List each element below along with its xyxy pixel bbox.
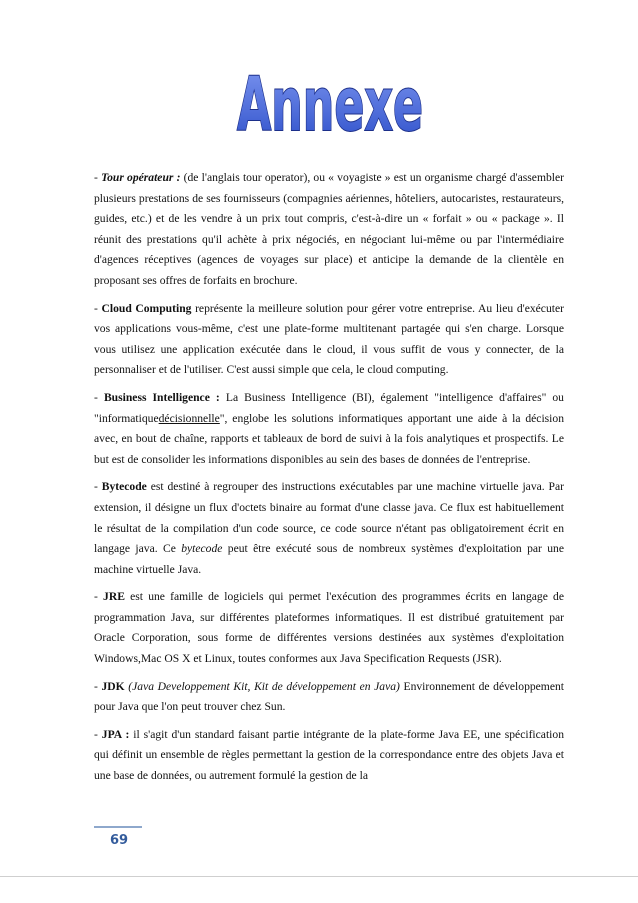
term-tour-operateur: Tour opérateur :	[101, 171, 181, 184]
definition-tour-operateur: - Tour opérateur : (de l'anglais tour operator), ou « voyagiste » est un organisme chargé d'assembler plusieurs prestations de ses fournisseurs (compagnies aériennes, hôteliers, autocaristes, restaurateurs, guides, etc.) et de les vendre à un prix tout compris, c'est-à-dire un « forfait » ou « package ». Il réunit des prestations qu'il achète à prix négociés, en négociant lui-même ou par l'intermédiaire d'agences réceptives (agences de voyages sur place) et anticipe la demande de la clientèle en proposant ses offres de forfaits en brochure.	[94, 171, 564, 287]
term-bytecode: Bytecode	[101, 480, 147, 494]
underlined-word: décisionnelle	[158, 411, 220, 425]
document-body	[94, 168, 564, 794]
italic-bytecode: bytecode	[181, 542, 223, 556]
definition-cloud-computing: - Cloud Computing représente la meilleure solution pour gérer votre entreprise. Au lieu d'exécuter vos applications vous-même, c'est une plate-forme multitenant partagée qui s'en charge. Lorsque vous utilisez une application exécutée dans le cloud, il vous suffit de vous y connecter, de la personnaliser et de l'utiliser. C'est aussi simple que cela, le cloud computing.	[94, 301, 564, 377]
jdk-expansion: (Java Developpement Kit, Kit de développement en Java)	[124, 679, 400, 693]
definition-jdk: - JDK (Java Developpement Kit, Kit de développement en Java) Environnement de développement pour Java que l'on peut trouver chez Sun.	[94, 679, 564, 714]
definition-jpa: - JPA : il s'agit d'un standard faisant partie intégrante de la plate-forme Java EE, une spécification qui définit un ensemble de règles permettant la gestion de la correspondance entre des objets Java et une base de données, ou autrement formulé la gestion de la	[94, 727, 564, 783]
term-business-intelligence: Business Intelligence :	[103, 390, 220, 404]
definition-business-intelligence: - Business Intelligence : La Business Intelligence (BI), également "intelligence d'affaires" ou "informatiquedécisionnelle", englobe les solutions informatiques apportant une aide à la décision avec, en bout de chaîne, rapports et tableaux de bord de suivi à la fois analytiques et prospectifs. Le but est de consolider les informations disponibles au sein des bases de données de l'entreprise.	[94, 390, 564, 466]
definition-bytecode: - Bytecode est destiné à regrouper des instructions exécutables par une machine virtuelle java. Par extension, il désigne un flux d'octets binaire au format d'une classe java. Ce flux est habituellement le résultat de la compilation d'un code source, ce code source n'étant pas obligatoirement écrit en langage java. Ce bytecode peut être exécuté sous de nombreux systèmes d'exploitation par une machine virtuelle Java.	[94, 480, 564, 576]
term-cloud-computing: Cloud Computing	[101, 301, 192, 315]
term-jdk: JDK	[101, 679, 125, 693]
page-title-text: Annexe	[237, 62, 423, 148]
term-jre: JRE	[103, 590, 125, 604]
term-jpa: JPA :	[101, 727, 130, 741]
page-number: 69	[110, 833, 129, 848]
page-title	[230, 42, 430, 148]
footer-rule	[94, 826, 142, 828]
page-bottom-edge	[0, 876, 638, 877]
definition-jre: - JRE est une famille de logiciels qui permet l'exécution des programmes écrits en langage de programmation Java, sur différentes plateformes informatiques. Il est distribué gratuitement par Oracle Corporation, sous forme de différentes versions destinées aux systèmes d'exploitation Windows,Mac OS X et Linux, toutes conformes aux Java Specification Requests (JSR).	[94, 590, 564, 666]
